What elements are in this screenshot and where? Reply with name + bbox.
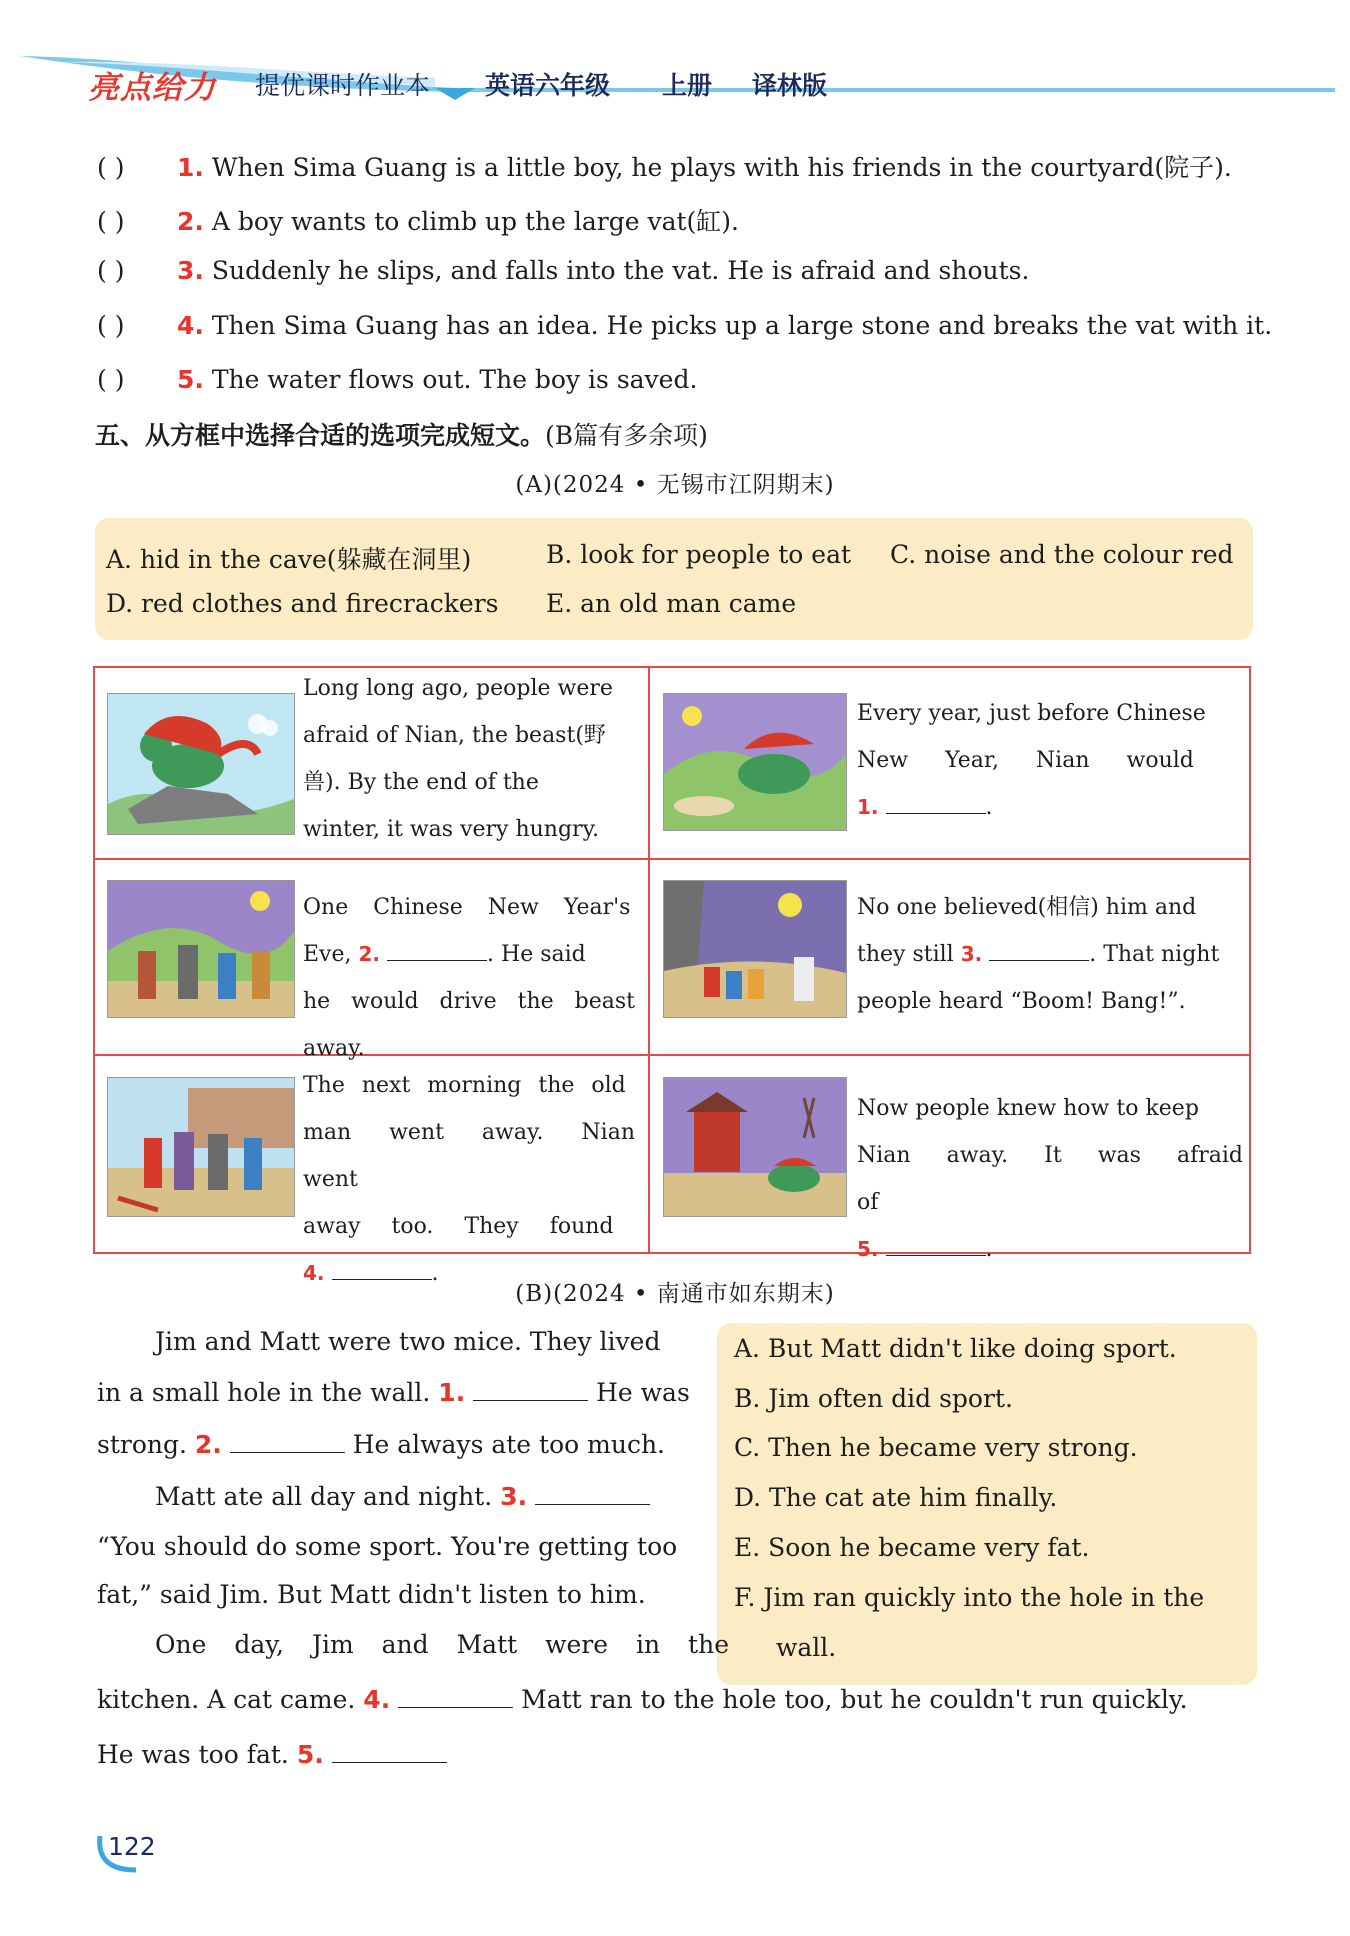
option-b-e: E. Soon he became very fat. [734, 1533, 1090, 1562]
illustration-firecrackers [107, 1077, 295, 1217]
answer-blank-b3[interactable] [535, 1480, 650, 1505]
passage-line: kitchen. A cat came. 4. Matt ran to the hole too, but he couldn't run quickly. [97, 1685, 1188, 1714]
answer-blank-3[interactable] [989, 938, 1089, 961]
passage-line: “You should do some sport. You're getting too [97, 1532, 678, 1561]
passage-line: One day, Jim and Matt were in the [155, 1630, 729, 1659]
illustration-nian-on-rock [107, 693, 295, 835]
option-b-b: B. Jim often did sport. [734, 1384, 1013, 1413]
passage-line: fat,” said Jim. But Matt didn't listen to him. [97, 1580, 646, 1609]
story-cell-6: Now people knew how to keep Nian away. It was afraid of 5. . [857, 1096, 1243, 1262]
option-b: B. look for people to eat [546, 540, 852, 569]
blank-number-b4: 4. [363, 1685, 391, 1714]
passage-line: Jim and Matt were two mice. They lived [155, 1327, 661, 1356]
judge-item: ( ) 3. Suddenly he slips, and falls into the vat. He is afraid and shouts. [97, 256, 1030, 285]
story-cell-4: No one believed(相信) him and they still 3. . That night people heard “Boom! Bang!”. [857, 895, 1220, 1014]
option-b-f: F. Jim ran quickly into the hole in the [734, 1583, 1205, 1612]
answer-blank-b2[interactable] [230, 1428, 345, 1453]
story-cell-3: One Chinese New Year's Eve, 2. . He said he would drive the beast away. [303, 895, 635, 1061]
story-cell-1: Long long ago, people were afraid of Nian, the beast(野 兽). By the end of the winter, it was very hungry. [303, 676, 613, 842]
option-d: D. red clothes and firecrackers [106, 589, 499, 618]
edition-label: 译林版 [752, 71, 828, 100]
option-c: C. noise and the colour red [890, 540, 1234, 569]
blank-number-5: 5. [857, 1237, 879, 1261]
blank-number-3: 3. [960, 942, 983, 966]
option-e: E. an old man came [546, 589, 797, 618]
answer-blank-b1[interactable] [473, 1376, 588, 1401]
blank-number-1: 1. [857, 795, 879, 819]
story-cell-5: The next morning the old man went away. Nian went away too. They found 4. . [303, 1073, 635, 1286]
page-number: 122 [108, 1832, 156, 1861]
illustration-nian-afraid [663, 1077, 847, 1217]
judge-item: ( ) 4. Then Sima Guang has an idea. He picks up a large stone and breaks the vat with it. [97, 311, 1273, 340]
section-title: 五、从方框中选择合适的选项完成短文。(B篇有多余项) [95, 421, 708, 450]
part-a-heading: (A)(2024 • 无锡市江阴期末) [515, 472, 835, 498]
option-b-f-cont: wall. [776, 1633, 837, 1662]
blank-number-4: 4. [303, 1261, 325, 1285]
brand-logo-text: 亮点给力 [88, 70, 216, 106]
volume-label: 上册 [662, 71, 713, 100]
answer-blank-b4[interactable] [398, 1683, 513, 1708]
part-a-options-box [95, 518, 1253, 640]
answer-blank-1[interactable] [886, 791, 986, 814]
option-b-c: C. Then he became very strong. [734, 1433, 1138, 1462]
answer-blank-2[interactable] [387, 938, 487, 961]
book-title: 英语六年级 [485, 71, 611, 100]
blank-number-b2: 2. [194, 1430, 222, 1459]
blank-number-2: 2. [358, 942, 381, 966]
option-b-a: A. But Matt didn't like doing sport. [734, 1334, 1177, 1363]
blank-number-b1: 1. [438, 1378, 466, 1407]
passage-line: Matt ate all day and night. 3. [155, 1472, 650, 1522]
blank-number-b3: 3. [500, 1482, 528, 1511]
answer-blank-b5[interactable] [332, 1738, 447, 1763]
option-a: A. hid in the cave(躲藏在洞里) [106, 545, 472, 574]
judge-item: ( ) 2. A boy wants to climb up the large vat(缸). [97, 207, 739, 236]
passage-line: in a small hole in the wall. 1. He was [97, 1378, 690, 1407]
illustration-people-hide [663, 880, 847, 1018]
passage-line: strong. 2. He always ate too much. [97, 1430, 665, 1459]
series-subtitle: 提优课时作业本 [255, 71, 431, 100]
answer-blank-5[interactable] [886, 1233, 986, 1256]
blank-number-b5: 5. [296, 1740, 324, 1769]
option-b-d: D. The cat ate him finally. [734, 1483, 1058, 1512]
illustration-nian-attacks [663, 693, 847, 831]
judge-item: ( ) 5. The water flows out. The boy is saved. [97, 365, 698, 394]
story-cell-2: Every year, just before Chinese New Year, Nian would 1. . [857, 701, 1206, 820]
passage-line: He was too fat. 5. [97, 1730, 447, 1780]
part-b-heading: (B)(2024 • 南通市如东期末) [515, 1281, 835, 1307]
illustration-old-man-arrives [107, 880, 295, 1018]
judge-item: ( ) 1. When Sima Guang is a little boy, he plays with his friends in the courtyard(院子). [97, 153, 1232, 182]
